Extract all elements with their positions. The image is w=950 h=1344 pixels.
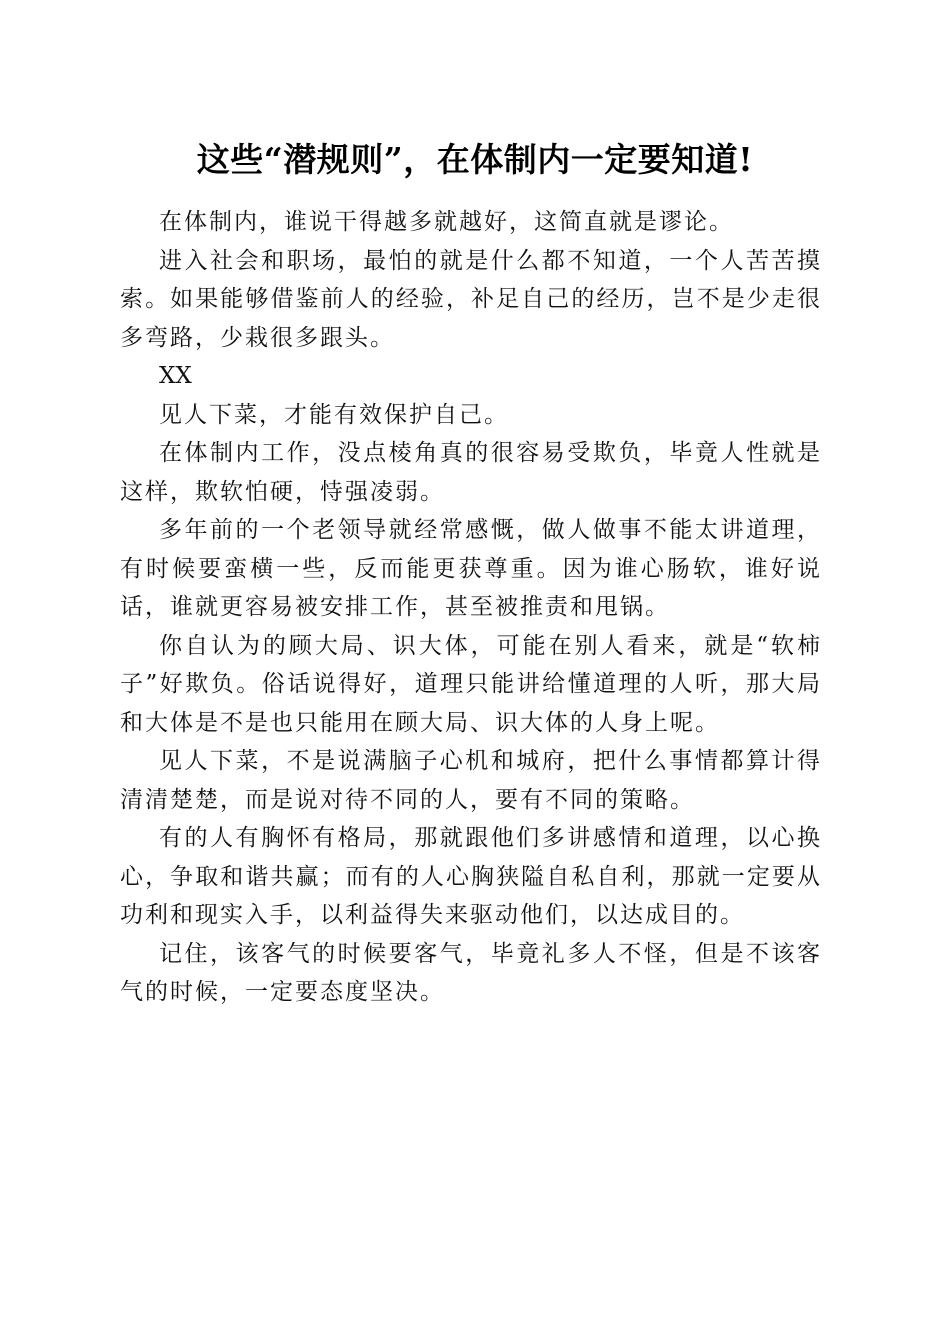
paragraph: 记住，该客气的时候要客气，毕竟礼多人不怪，但是不该客气的时候，一定要态度坚决。 [120, 940, 822, 1005]
paragraph: 见人下菜，不是说满脑子心机和城府，把什么事情都算计得清清楚楚，而是说对待不同的人，要有不同的策略。 [120, 748, 822, 813]
paragraph: 多年前的一个老领导就经常感慨，做人做事不能太讲道理，有时候要蛮横一些，反而能更获尊重。因为谁心肠软，谁好说话，谁就更容易被安排工作，甚至被推责和甩锅。 [120, 517, 822, 620]
paragraph: 在体制内，谁说干得越多就越好，这简直就是谬论。 [159, 209, 734, 235]
paragraph: 进入社会和职场，最怕的就是什么都不知道，一个人苦苦摸索。如果能够借鉴前人的经验，补足自己的经历，岂不是少走很多弯路，少栽很多跟头。 [120, 247, 822, 351]
paragraph: XX [159, 363, 192, 389]
paragraph: 见人下菜，才能有效保护自己。 [159, 401, 509, 428]
document-body [120, 203, 822, 1012]
document-title: 这些“潜规则”，在体制内一定要知道! [196, 140, 754, 179]
paragraph: 你自认为的顾大局、识大体，可能在别人看来，就是“软柿子”好欺负。俗话说得好，道理只能讲给懂道理的人听，那大局和大体是不是也只能用在顾大局、识大体的人身上呢。 [120, 632, 822, 736]
paragraph: 在体制内工作，没点棱角真的很容易受欺负，毕竟人性就是这样，欺软怕硬，恃强凌弱。 [120, 440, 822, 505]
paragraph: 有的人有胸怀有格局，那就跟他们多讲感情和道理，以心换心，争取和谐共赢；而有的人心胸狭隘自私自利，那就一定要从功利和现实入手，以利益得失来驱动他们，以达成目的。 [120, 825, 822, 928]
